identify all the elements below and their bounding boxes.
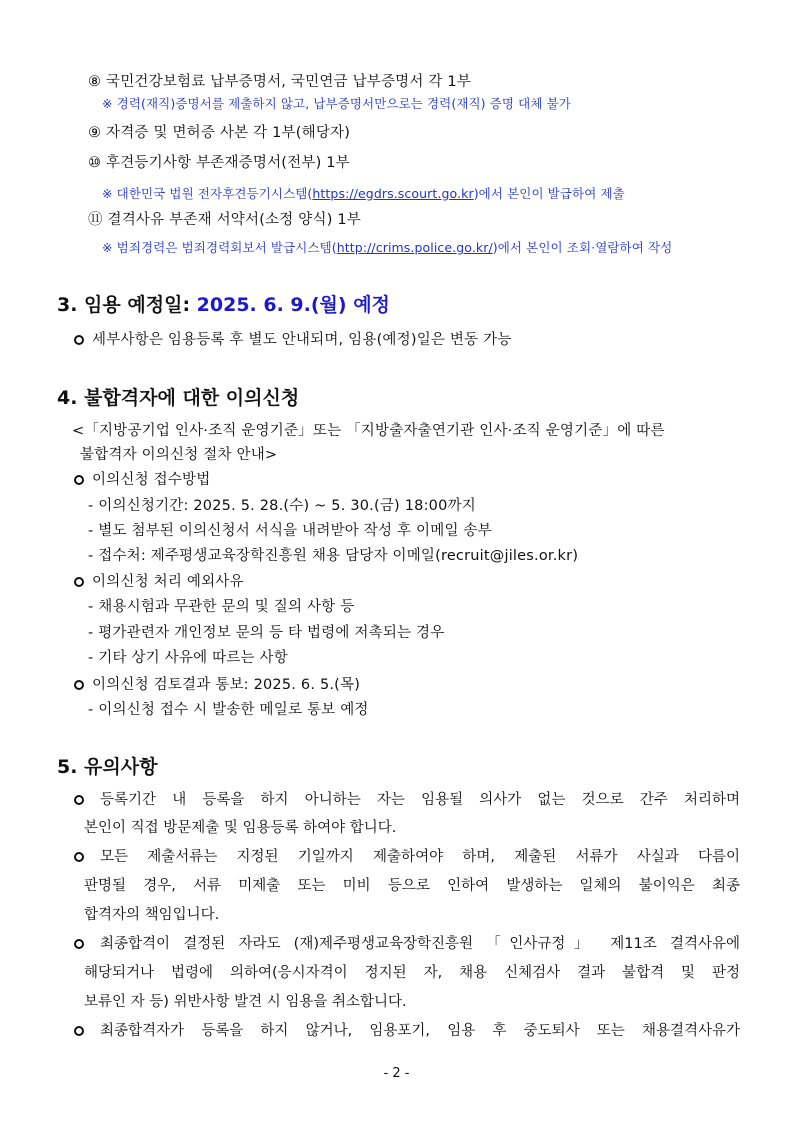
section-4-heading: 4. 불합격자에 대한 이의신청 [57,387,300,409]
circle-bullet-icon [74,475,84,485]
group-title: 이의신청 접수방법 [74,470,210,490]
crims-link[interactable]: http://crims.police.go.kr/ [336,240,493,255]
section-3-bullet [74,330,512,350]
heading-text: 3. 임용 예정일: [57,294,197,316]
egdrs-link[interactable]: https://egdrs.scourt.go.kr [312,186,474,201]
item-text: 후견등기사항 부존재증명서(전부) 1부 [106,155,350,171]
list-item: - 접수처: 제주평생교육장학진흥원 채용 담당자 이메일(recruit@jiles.or.kr) [88,548,579,564]
notice-line: 보류인 자 등) 위반사항 발견 시 임용을 취소합니다. [84,994,407,1010]
notice-line: 등록기간 내 등록을 하지 아니하는 자는 임용될 의사가 없는 것으로 간주 처리하며 [100,792,740,808]
note-10 [102,184,625,204]
item-text: 자격증 및 면허증 사본 각 1부(해당자) [106,125,351,141]
circle-bullet-icon [74,1026,84,1036]
list-item: - 이의신청 접수 시 발송한 메일로 통보 예정 [88,702,369,718]
group-title: 이의신청 처리 예외사유 [74,572,244,592]
doc-item-10 [88,153,350,173]
note-11 [102,238,672,258]
circle-bullet-icon [74,852,84,862]
bullet-text: 세부사항은 임용등록 후 별도 안내되며, 임용(예정)일은 변동 가능 [92,332,512,348]
intro-line-1: <「지방공기업 인사·조직 운영기준」또는 「지방출자출연기관 인사·조직 운영기준」에 따른 [72,423,665,439]
notice-line: 해당되거나 법령에 의하여(응시자격이 정지된 자, 채용 신체검사 결과 불합격 및 판정 [84,965,740,981]
doc-item-9 [88,123,350,143]
circle-bullet-icon [74,680,84,690]
intro-line-2: 불합격자 이의신청 절차 안내> [80,447,278,463]
list-item: - 채용시험과 무관한 문의 및 질의 사항 등 [88,599,355,615]
note-text: )에서 본인이 발급하여 제출 [473,186,625,201]
item-number: ⑧ [88,74,102,90]
item-number: ⑨ [88,125,102,141]
item-number: ⑩ [88,155,102,171]
item-number: ⑪ [88,212,103,228]
circle-bullet-icon [74,577,84,587]
notice-line: 최종합격이 결정된 자라도 (재)제주평생교육장학진흥원 「인사규정」 제11조 결격사유에 [100,936,740,952]
list-item: - 평가관련자 개인정보 문의 등 타 법령에 저촉되는 경우 [88,625,445,641]
group-title: 이의신청 검토결과 통보: 2025. 6. 5.(목) [74,675,360,695]
list-item: - 이의신청기간: 2025. 5. 28.(수) ~ 5. 30.(금) 18:00까지 [88,498,476,514]
circle-bullet-icon [74,795,84,805]
notice-line: 합격자의 책임입니다. [84,907,220,923]
section-5-heading: 5. 유의사항 [57,756,158,778]
circle-bullet-icon [74,335,84,345]
list-item: - 기타 상기 사유에 따르는 사항 [88,650,288,666]
notice-line: 판명될 경우, 서류 미제출 또는 미비 등으로 인하여 발생하는 일체의 불이익은 최종 [84,878,740,894]
item-text: 국민건강보험료 납부증명서, 국민연금 납부증명서 각 1부 [106,74,472,90]
doc-item-11 [88,210,361,230]
doc-item-8 [88,72,471,92]
appointment-date: 2025. 6. 9.(월) 예정 [196,294,390,316]
item-text: 결격사유 부존재 서약서(소정 양식) 1부 [107,212,361,228]
page-number: - 2 - [383,1066,410,1081]
circle-bullet-icon [74,939,84,949]
note-text: )에서 본인이 조회·열람하여 작성 [492,240,673,255]
note-8: ※ 경력(재직)증명서를 제출하지 않고, 납부증명서만으로는 경력(재직) 증명 대체 불가 [102,96,571,111]
notice-line: 최종합격자가 등록을 하지 않거나, 임용포기, 임용 후 중도퇴사 또는 채용결격사유가 [100,1023,740,1039]
note-text: ※ 대한민국 법원 전자후견등기시스템( [102,186,313,201]
note-text: ※ 범죄경력은 범죄경력회보서 발급시스템( [102,240,337,255]
list-item: - 별도 첨부된 이의신청서 서식을 내려받아 작성 후 이메일 송부 [88,523,492,539]
notice-line: 본인이 직접 방문제출 및 임용등록 하여야 합니다. [84,820,397,836]
notice-line: 모든 제출서류는 지정된 기일까지 제출하여야 하며, 제출된 서류가 사실과 다름이 [100,849,740,865]
section-3-heading [57,292,390,318]
